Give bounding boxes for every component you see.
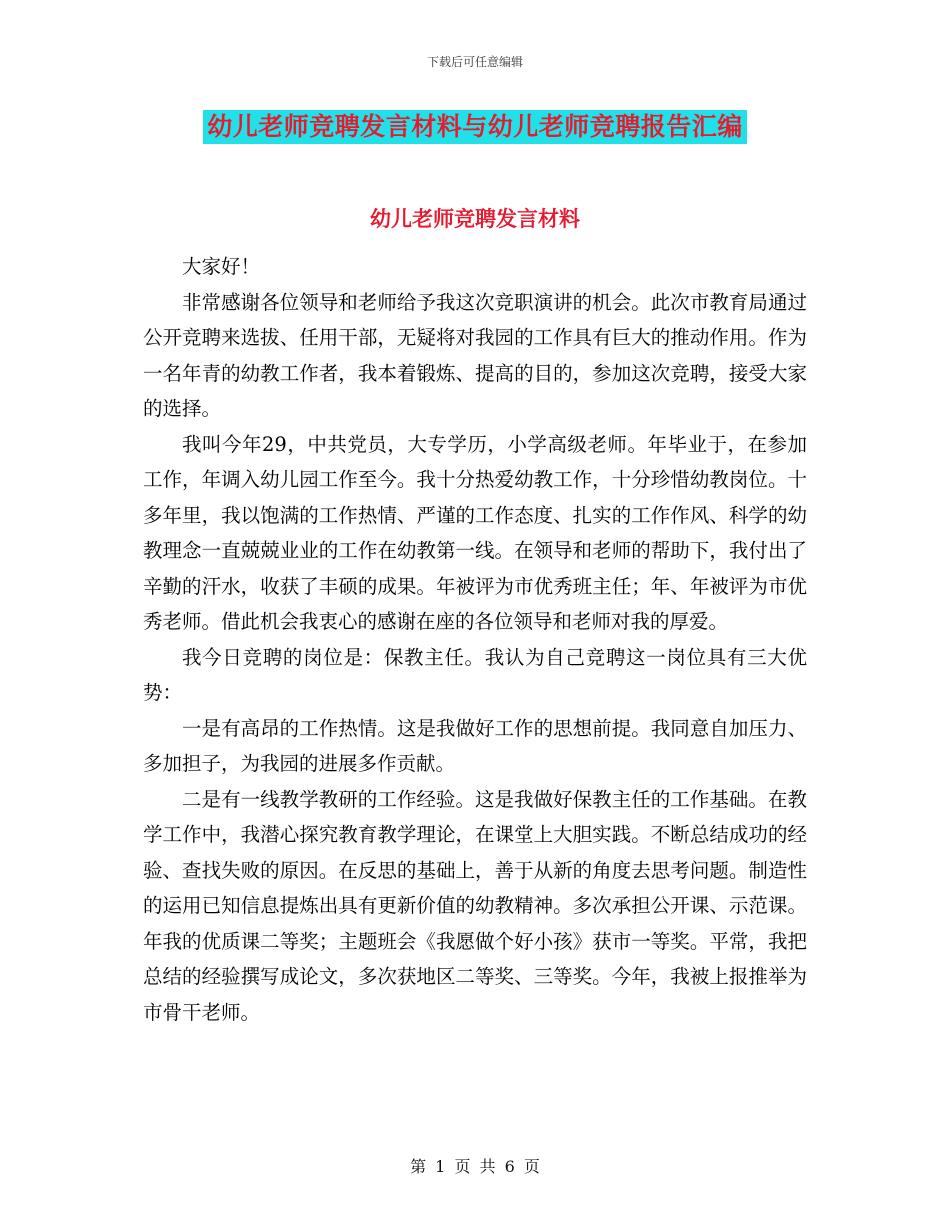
header-note: 下载后可任意编辑 bbox=[426, 55, 523, 69]
paragraph-position: 我今日竞聘的岗位是：保教主任。我认为自己竞聘这一岗位具有三大优势： bbox=[143, 645, 807, 704]
paragraph-self-intro: 我叫今年29，中共党员，大专学历，小学高级老师。年毕业于，在参加工作，年调入幼儿园工作至今。我十分热爱幼教工作，十分珍惜幼教岗位。十多年里，我以饱满的工作热情、严谨的工作态度、扎实的工作作风、科学的幼教理念一直兢兢业业的工作在幼教第一线。在领导和老师的帮助下，我付出了辛勤的汗水，收获了丰硕的成果。年被评为市优秀班主任；年、年被评为市优秀老师。借此机会我衷心的感谢在座的各位领导和老师对我的厚爱。 bbox=[143, 432, 807, 633]
page-number: 第 1 页 共 6 页 bbox=[410, 1157, 540, 1176]
paragraph-greeting: 大家好！ bbox=[182, 255, 261, 278]
body-text bbox=[143, 249, 807, 1030]
main-title: 幼儿老师竞聘发言材料与幼儿老师竞聘报告汇编 bbox=[203, 110, 747, 144]
paragraph-advantage-one: 一是有高昂的工作热情。这是我做好工作的思想前提。我同意自加压力、多加担子，为我园的进展多作贡献。 bbox=[143, 716, 807, 775]
paragraph-thanks: 非常感谢各位领导和老师给予我这次竞职演讲的机会。此次市教育局通过公开竞聘来选拔、任用干部，无疑将对我园的工作具有巨大的推动作用。作为一名年青的幼教工作者，我本着锻炼、提高的目的，参加这次竞聘，接受大家的选择。 bbox=[143, 290, 807, 420]
main-title-block bbox=[0, 110, 950, 144]
paragraph-advantage-two: 二是有一线教学教研的工作经验。这是我做好保教主任的工作基础。在教学工作中，我潜心探究教育教学理论，在课堂上大胆实践。不断总结成功的经验、查找失败的原因。在反思的基础上，善于从新的角度去思考问题。制造性的运用已知信息提炼出具有更新价值的幼教精神。多次承担公开课、示范课。年我的优质课二等奖；主题班会《我愿做个好小孩》获市一等奖。平常，我把总结的经验撰写成论文，多次获地区二等奖、三等奖。今年，我被上报推举为市骨干老师。 bbox=[143, 787, 807, 1024]
sub-title: 幼儿老师竞聘发言材料 bbox=[370, 206, 580, 231]
